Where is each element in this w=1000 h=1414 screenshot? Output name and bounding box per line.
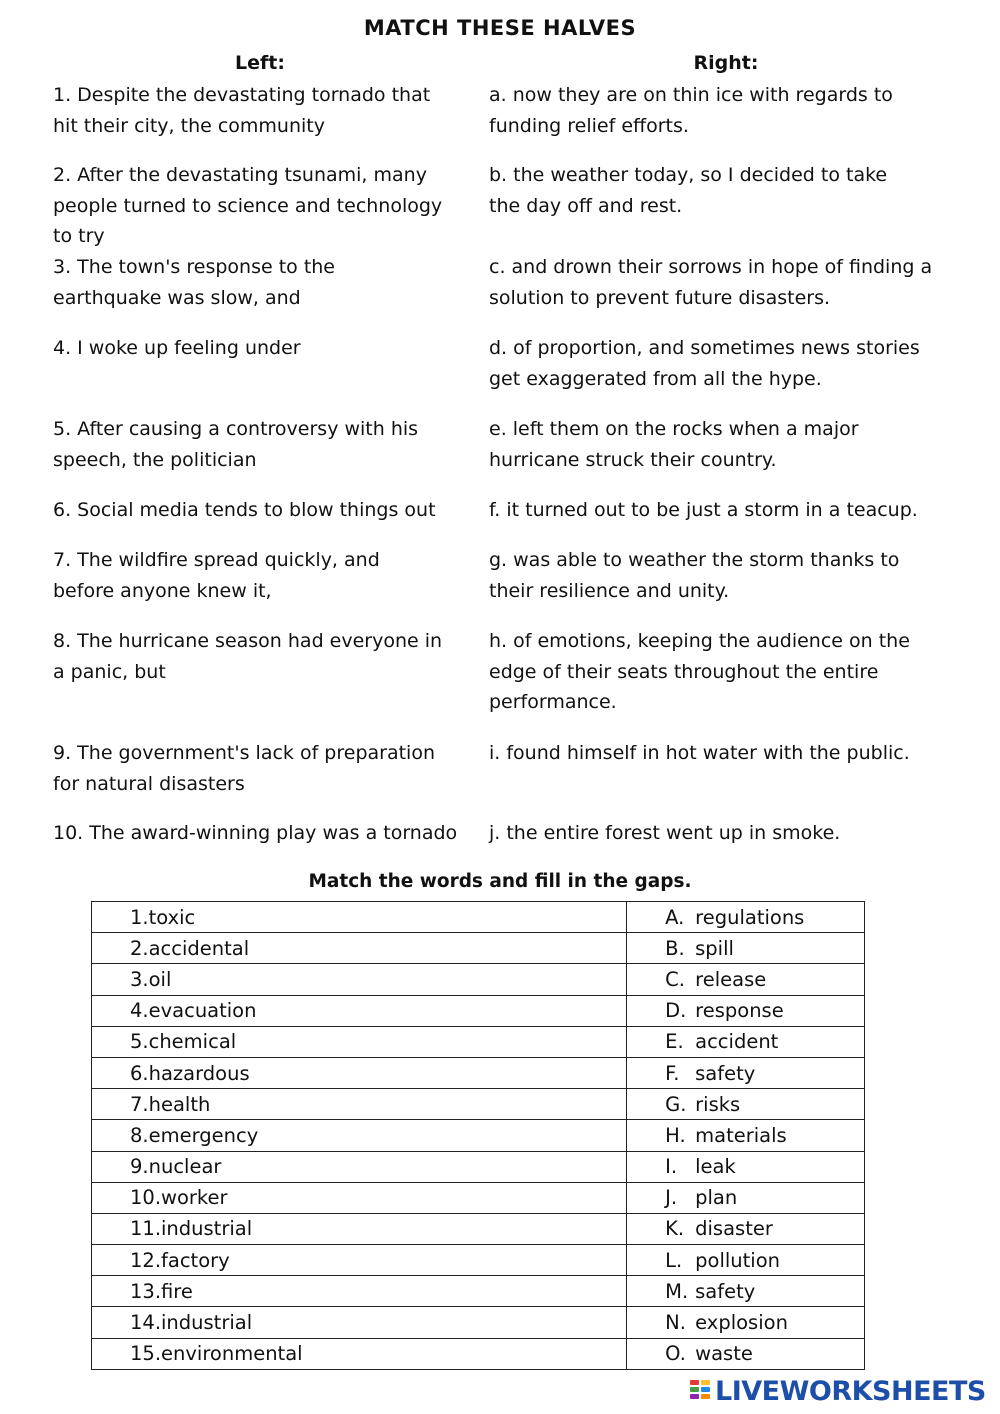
table-row <box>92 1213 865 1244</box>
word-match-table <box>91 901 865 1370</box>
right-half-b: b. the weather today, so I decided to take the day off and rest. <box>489 164 888 217</box>
left-half-9: 9. The government's lack of preparation for natural disasters <box>53 742 435 795</box>
right-half-e: e. left them on the rocks when a major hurricane struck their country. <box>489 418 859 471</box>
match-letter: L. <box>665 1248 683 1272</box>
match-cell <box>627 995 865 1026</box>
match-letter: N. <box>665 1311 686 1335</box>
match-word: leak <box>695 1155 736 1179</box>
word-cell: 7.health <box>92 1089 627 1120</box>
left-half-6: 6. Social media tends to blow things out <box>53 499 436 521</box>
logo-text: LIVEWORKSHEETS <box>715 1375 986 1407</box>
word-cell: 15.environmental <box>92 1338 627 1369</box>
word-cell: 2.accidental <box>92 933 627 964</box>
right-half-d: d. of proportion, and sometimes news stories get exaggerated from all the hype. <box>489 337 920 390</box>
match-word: waste <box>695 1342 753 1366</box>
match-cell <box>627 1276 865 1307</box>
word-cell: 1.toxic <box>92 902 627 933</box>
word-cell: 9.nuclear <box>92 1151 627 1182</box>
liveworksheets-logo-icon <box>690 1378 712 1404</box>
table-row <box>92 1307 865 1338</box>
match-word: regulations <box>695 905 805 929</box>
right-half-i: i. found himself in hot water with the public. <box>489 742 910 764</box>
left-half-3: 3. The town's response to the earthquake was slow, and <box>53 256 335 309</box>
word-cell: 11.industrial <box>92 1213 627 1244</box>
match-letter: K. <box>665 1217 685 1241</box>
match-letter: E. <box>665 1030 684 1054</box>
left-column-header: Left: <box>235 52 285 74</box>
word-cell: 6.hazardous <box>92 1057 627 1088</box>
match-cell <box>627 1307 865 1338</box>
match-word: explosion <box>695 1311 788 1335</box>
table-row <box>92 995 865 1026</box>
right-half-h: h. of emotions, keeping the audience on the edge of their seats throughout the entire performance. <box>489 630 910 713</box>
match-cell <box>627 902 865 933</box>
word-cell: 5.chemical <box>92 1026 627 1057</box>
left-half-4: 4. I woke up feeling under <box>53 337 301 359</box>
left-half-10: 10. The award-winning play was a tornado <box>53 822 458 844</box>
word-cell: 10.worker <box>92 1182 627 1213</box>
word-cell: 8.emergency <box>92 1120 627 1151</box>
table-row <box>92 1338 865 1369</box>
match-letter: O. <box>665 1342 686 1366</box>
right-half-f: f. it turned out to be just a storm in a teacup. <box>489 499 918 521</box>
table-row <box>92 1182 865 1213</box>
match-word: pollution <box>695 1248 780 1272</box>
match-cell <box>627 1338 865 1369</box>
table-row <box>92 964 865 995</box>
match-letter: C. <box>665 967 685 991</box>
match-word: risks <box>695 1092 741 1116</box>
match-cell <box>627 964 865 995</box>
match-letter: A. <box>665 905 685 929</box>
match-cell <box>627 1213 865 1244</box>
table-row <box>92 1057 865 1088</box>
table-row <box>92 1120 865 1151</box>
right-column-header: Right: <box>693 52 759 74</box>
match-word: safety <box>695 1279 756 1303</box>
word-cell: 14.industrial <box>92 1307 627 1338</box>
match-word: plan <box>695 1186 738 1210</box>
match-letter: J. <box>665 1186 678 1210</box>
match-word: response <box>695 999 784 1023</box>
table-row <box>92 1276 865 1307</box>
match-word: spill <box>695 936 734 960</box>
match-letter: B. <box>665 936 685 960</box>
match-cell <box>627 1182 865 1213</box>
right-half-g: g. was able to weather the storm thanks to their resilience and unity. <box>489 549 900 602</box>
page-title: MATCH THESE HALVES <box>363 16 637 40</box>
match-letter: F. <box>665 1061 680 1085</box>
match-word: safety <box>695 1061 756 1085</box>
left-half-1: 1. Despite the devastating tornado that hit their city, the community <box>53 84 431 137</box>
match-letter: I. <box>665 1155 678 1179</box>
match-cell <box>627 1057 865 1088</box>
match-letter: G. <box>665 1092 687 1116</box>
match-word: release <box>695 967 767 991</box>
liveworksheets-logo <box>690 1376 986 1406</box>
word-cell: 4.evacuation <box>92 995 627 1026</box>
left-half-7: 7. The wildfire spread quickly, and before anyone knew it, <box>53 549 380 602</box>
match-cell <box>627 1026 865 1057</box>
match-letter: H. <box>665 1123 686 1147</box>
table-row <box>92 1089 865 1120</box>
match-cell <box>627 1089 865 1120</box>
left-half-2: 2. After the devastating tsunami, many people turned to science and technology to try <box>53 164 443 247</box>
match-cell <box>627 1245 865 1276</box>
words-section-heading: Match the words and fill in the gaps. <box>308 871 692 892</box>
table-row <box>92 1026 865 1057</box>
word-cell: 12.factory <box>92 1245 627 1276</box>
left-half-5: 5. After causing a controversy with his speech, the politician <box>53 418 419 471</box>
match-word: materials <box>695 1123 787 1147</box>
match-cell <box>627 1151 865 1182</box>
table-row <box>92 933 865 964</box>
left-half-8: 8. The hurricane season had everyone in a panic, but <box>53 630 443 683</box>
match-letter: D. <box>665 999 687 1023</box>
word-cell: 3.oil <box>92 964 627 995</box>
table-row <box>92 1245 865 1276</box>
match-word: accident <box>695 1030 779 1054</box>
match-cell <box>627 1120 865 1151</box>
match-letter: M. <box>665 1279 689 1303</box>
table-row <box>92 1151 865 1182</box>
right-half-a: a. now they are on thin ice with regards to funding relief efforts. <box>489 84 893 137</box>
match-word: disaster <box>695 1217 773 1241</box>
match-cell <box>627 933 865 964</box>
right-half-c: c. and drown their sorrows in hope of finding a solution to prevent future disasters. <box>489 256 933 309</box>
table-row <box>92 902 865 933</box>
word-cell: 13.fire <box>92 1276 627 1307</box>
right-half-j: j. the entire forest went up in smoke. <box>489 822 841 844</box>
